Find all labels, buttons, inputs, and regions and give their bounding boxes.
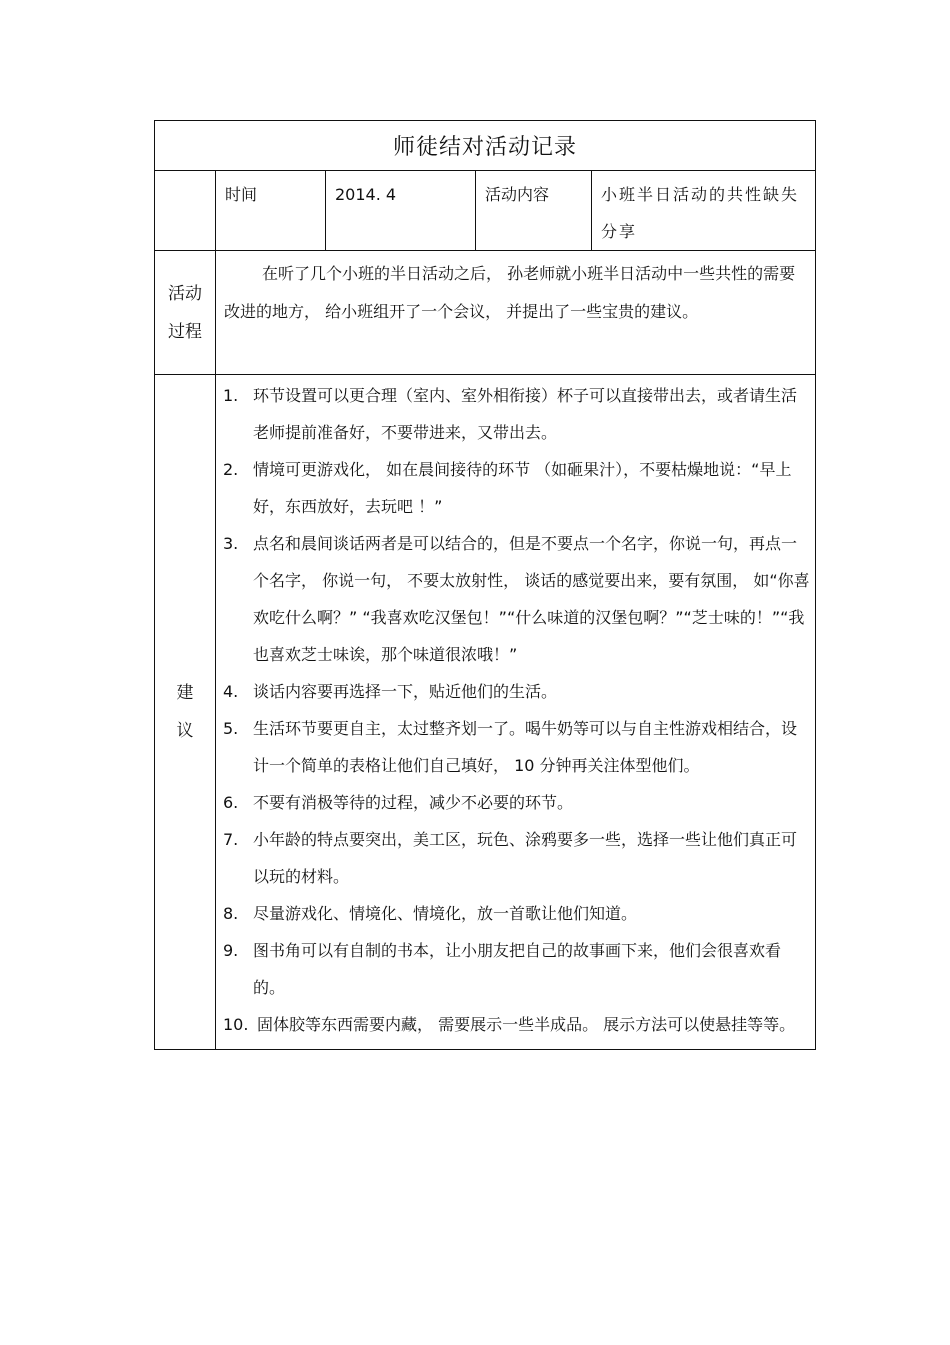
- blank-cell: [155, 171, 216, 251]
- item-number: 7.: [223, 830, 239, 849]
- item-number: 9.: [223, 941, 239, 960]
- item-text: 不要有消极等待的过程，减少不必要的环节。: [253, 793, 574, 812]
- time-label-cell: [216, 171, 326, 251]
- item-text: 点名和晨间谈话两者是可以结合的，但是不要点一个名字，你说一句，再点一个名字， 你说一句， 不要太放射性， 谈话的感觉要出来，要有氛围， 如“你喜欢吃什么啊？” “我喜欢吃汉堡包！”“什么味道的汉堡包啊？”“芝士味的！”“我也喜欢芝士味诶，那个味道很浓哦！”: [253, 534, 810, 664]
- item-number: 2.: [223, 460, 239, 479]
- process-row: [155, 251, 816, 375]
- process-label-line1: 活动: [168, 283, 202, 304]
- item-text: 固体胶等东西需要内藏， 需要展示一些半成品。 展示方法可以使悬挂等等。: [257, 1015, 796, 1034]
- process-text: 在听了几个小班的半日活动之后， 孙老师就小班半日活动中一些共性的需要改进的地方， 给小班组开了一个会议， 并提出了一些宝贵的建议。: [224, 264, 796, 321]
- item-number: 4.: [223, 682, 239, 701]
- item-number: 10.: [223, 1015, 249, 1034]
- item-text: 生活环节要更自主，太过整齐划一了。喝牛奶等可以与自主性游戏相结合，设计一个简单的表格让他们自己填好， 10 分钟再关注体型他们。: [253, 719, 798, 775]
- suggestions-list: [223, 377, 811, 1043]
- item-number: 5.: [223, 719, 239, 738]
- document-title: 师徒结对活动记录: [155, 121, 816, 171]
- item-text: 图书角可以有自制的书本，让小朋友把自己的故事画下来，他们会很喜欢看的。: [253, 941, 782, 997]
- content-value-cell: [592, 171, 816, 251]
- suggestions-cell: [216, 375, 816, 1050]
- suggestions-label-line2: 议: [176, 721, 194, 741]
- list-item: [223, 673, 811, 710]
- time-label: 时间: [225, 185, 258, 204]
- list-item: [223, 1006, 811, 1043]
- content-label: 活动内容: [485, 185, 550, 204]
- item-text: 情境可更游戏化， 如在晨间接待的环节 （如砸果汁），不要枯燥地说：“早上好，东西放好，去玩吧 ！”: [253, 460, 792, 516]
- item-text: 谈话内容要再选择一下，贴近他们的生活。: [253, 682, 558, 701]
- list-item: [223, 377, 811, 451]
- content-value: 小班半日活动的共性缺失分享: [601, 185, 800, 241]
- time-value: 2014. 4: [335, 185, 397, 204]
- item-number: 8.: [223, 904, 239, 923]
- item-number: 3.: [223, 534, 239, 553]
- list-item: [223, 784, 811, 821]
- process-label-cell: [155, 251, 216, 375]
- process-cell: [216, 251, 816, 375]
- info-row: [155, 171, 816, 251]
- content-label-cell: [476, 171, 592, 251]
- item-text: 小年龄的特点要突出，美工区，玩色、涂鸦要多一些，选择一些让他们真正可以玩的材料。: [253, 830, 798, 886]
- list-item: [223, 821, 811, 895]
- process-label-line2: 过程: [168, 321, 202, 342]
- item-number: 6.: [223, 793, 239, 812]
- activity-record-table: [154, 120, 816, 1050]
- suggestions-label-cell: [155, 375, 216, 1050]
- item-text: 尽量游戏化、情境化、情境化，放一首歌让他们知道。: [253, 904, 638, 923]
- item-text: 环节设置可以更合理（室内、室外相衔接）杯子可以直接带出去，或者请生活老师提前准备好，不要带进来，又带出去。: [253, 386, 798, 442]
- suggestions-label-line1: 建: [176, 683, 194, 703]
- time-value-cell: [326, 171, 476, 251]
- list-item: [223, 451, 811, 525]
- item-number: 1.: [223, 386, 239, 405]
- list-item: [223, 710, 811, 784]
- list-item: [223, 932, 811, 1006]
- list-item: [223, 895, 811, 932]
- suggestions-row: [155, 375, 816, 1050]
- list-item: [223, 525, 811, 673]
